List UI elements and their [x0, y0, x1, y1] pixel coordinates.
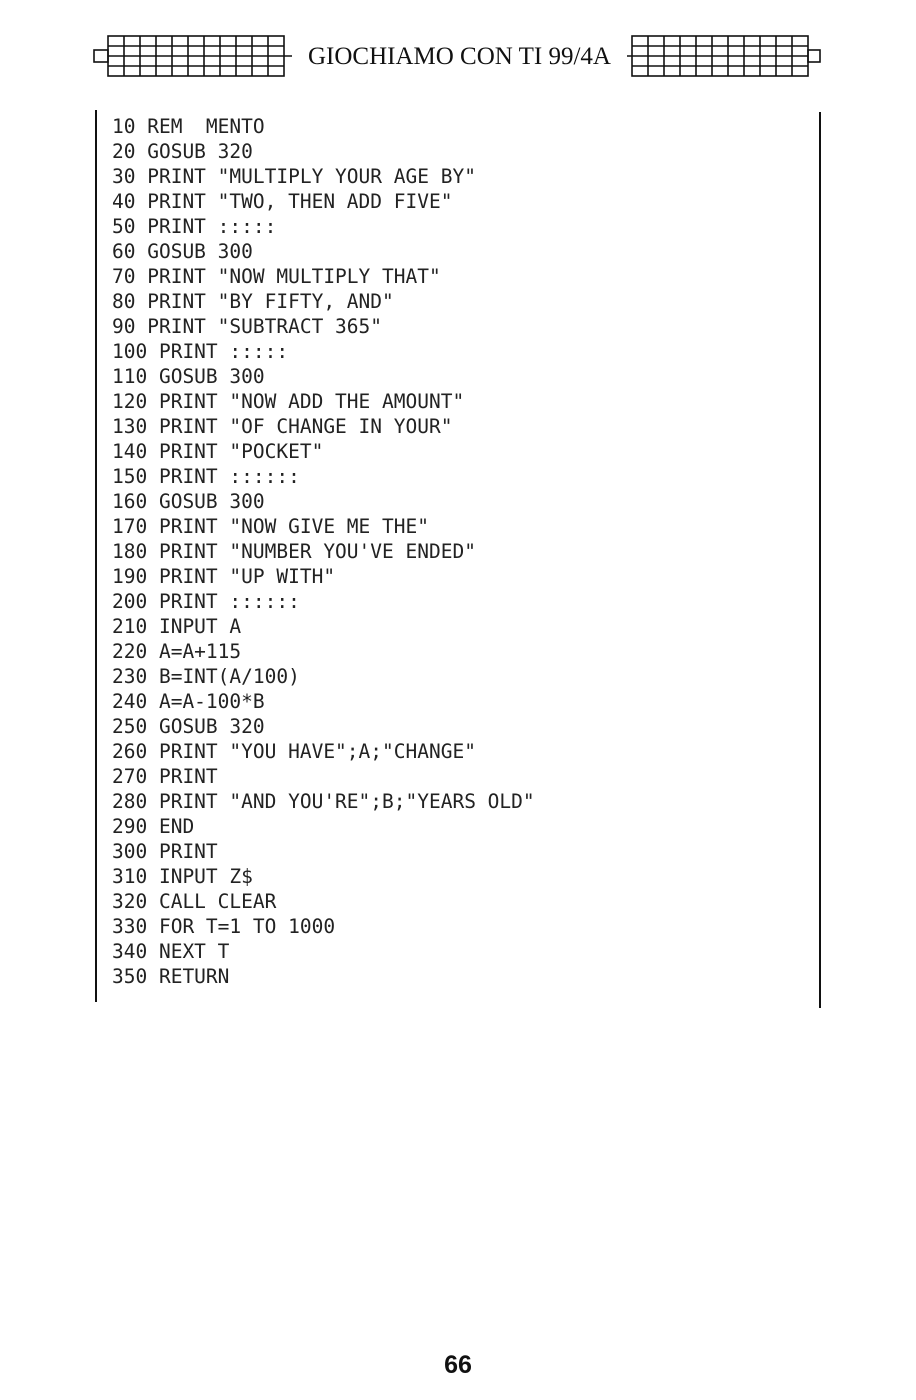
code-line: 120 PRINT "NOW ADD THE AMOUNT" [112, 390, 465, 413]
code-line: 100 PRINT ::::: [112, 340, 289, 363]
code-line: 170 PRINT "NOW GIVE ME THE" [112, 515, 429, 538]
code-line: 260 PRINT "YOU HAVE";A;"CHANGE" [112, 740, 476, 763]
code-line: 10 REM MENTO [112, 115, 265, 138]
code-line: 270 PRINT [112, 765, 218, 788]
code-line: 20 GOSUB 320 [112, 140, 253, 163]
code-line: 320 CALL CLEAR [112, 890, 277, 913]
code-line: 290 END [112, 815, 195, 838]
code-line: 130 PRINT "OF CHANGE IN YOUR" [112, 415, 453, 438]
header-title: GIOCHIAMO CON TI 99/4A [292, 42, 627, 72]
page-number: 66 [444, 1351, 472, 1379]
code-line: 50 PRINT ::::: [112, 215, 277, 238]
code-line: 150 PRINT :::::: [112, 465, 300, 488]
basic-program-listing [112, 114, 802, 989]
listing-right-rule [819, 112, 821, 1008]
code-line: 340 NEXT T [112, 940, 230, 963]
code-line: 250 GOSUB 320 [112, 715, 265, 738]
code-line: 160 GOSUB 300 [112, 490, 265, 513]
code-line: 190 PRINT "UP WITH" [112, 565, 336, 588]
code-line: 240 A=A-100*B [112, 690, 265, 713]
code-line: 210 INPUT A [112, 615, 242, 638]
code-line: 110 GOSUB 300 [112, 365, 265, 388]
code-line: 330 FOR T=1 TO 1000 [112, 915, 336, 938]
code-line: 140 PRINT "POCKET" [112, 440, 324, 463]
code-line: 230 B=INT(A/100) [112, 665, 300, 688]
code-line: 60 GOSUB 300 [112, 240, 253, 263]
code-line: 310 INPUT Z$ [112, 865, 253, 888]
code-line: 220 A=A+115 [112, 640, 242, 663]
code-line: 70 PRINT "NOW MULTIPLY THAT" [112, 265, 441, 288]
code-line: 300 PRINT [112, 840, 218, 863]
code-line: 350 RETURN [112, 965, 230, 988]
code-line: 180 PRINT "NUMBER YOU'VE ENDED" [112, 540, 476, 563]
code-line: 90 PRINT "SUBTRACT 365" [112, 315, 383, 338]
code-line: 30 PRINT "MULTIPLY YOUR AGE BY" [112, 165, 476, 188]
code-line: 280 PRINT "AND YOU'RE";B;"YEARS OLD" [112, 790, 535, 813]
listing-left-rule [95, 110, 97, 1002]
code-line: 40 PRINT "TWO, THEN ADD FIVE" [112, 190, 453, 213]
code-line: 200 PRINT :::::: [112, 590, 300, 613]
code-line: 80 PRINT "BY FIFTY, AND" [112, 290, 394, 313]
page-header [92, 30, 822, 80]
